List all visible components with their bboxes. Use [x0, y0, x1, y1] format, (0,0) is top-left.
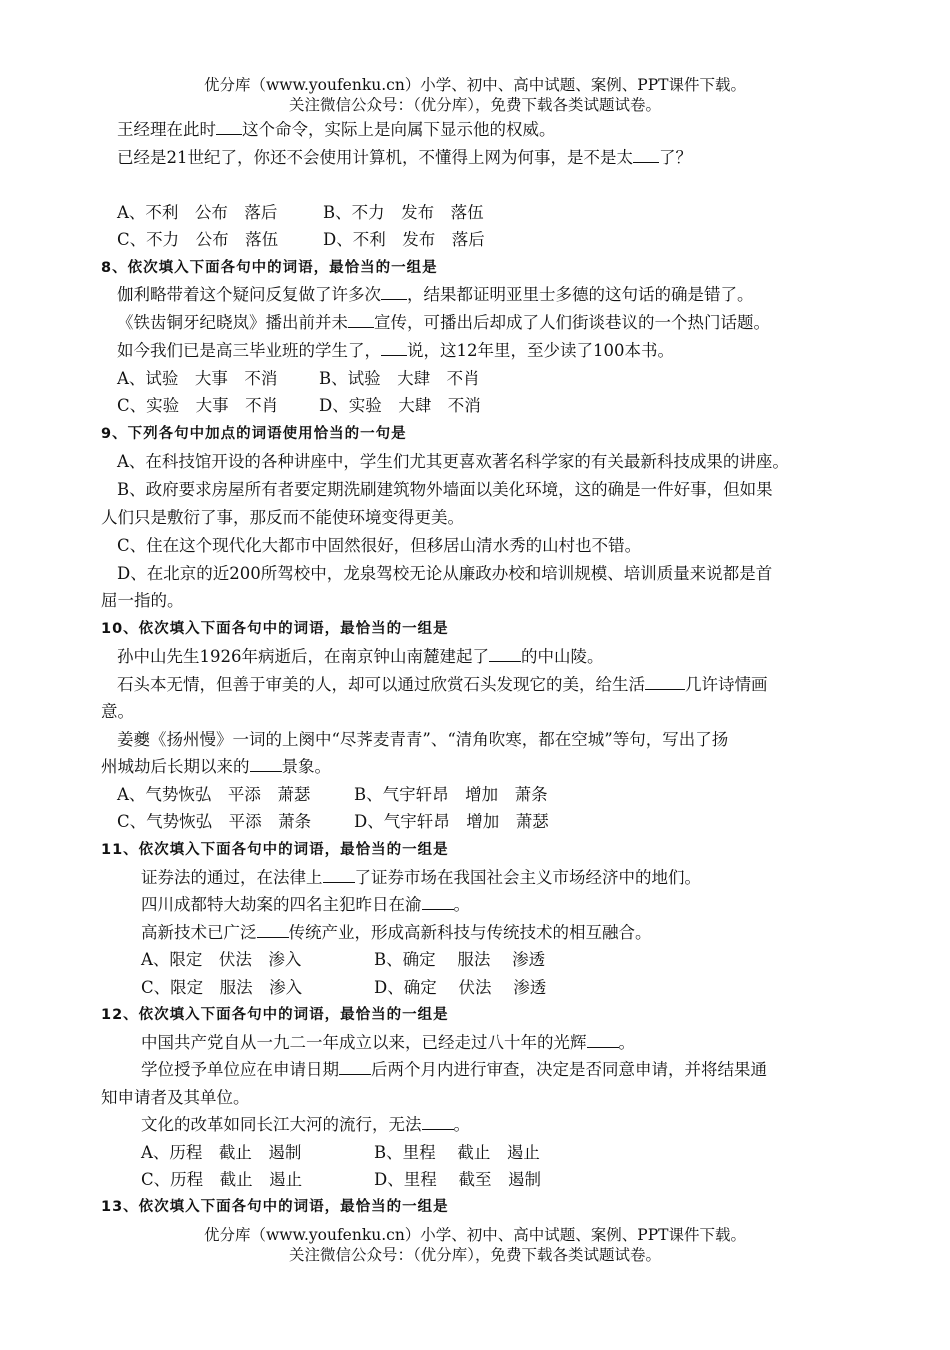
q7-option-d: D、不利 发布 落后	[323, 230, 485, 249]
q8-options-row-1	[117, 367, 480, 391]
q7-option-b: B、不力 发布 落伍	[323, 203, 484, 222]
q10-sentence-3: 姜夔《扬州慢》一词的上阕中“尽荠麦青青”、“清角吹寒，都在空城”等句，写出了扬	[117, 730, 729, 749]
q11-option-c: C、限定 服法 渗入	[141, 978, 303, 997]
blank	[339, 1060, 371, 1075]
q11-option-b: B、确定 服法 渗透	[374, 950, 546, 969]
q11-option-a: A、限定 伏法 渗入	[141, 950, 302, 969]
footer-line-1: 优分库（www.youfenku.cn）小学、初中、高中试题、案例、PPT课件下载。	[203, 1226, 747, 1244]
q9-option-a: A、在科技馆开设的各种讲座中，学生们尤其更喜欢著名科学家的有关最新科技成果的讲座。	[117, 452, 789, 471]
blank	[323, 868, 355, 883]
q7-options-row-2	[117, 228, 485, 252]
q8-option-d: D、实验 大肆 不消	[319, 396, 481, 415]
q11-title: 11、依次填入下面各句中的词语，最恰当的一组是	[101, 842, 449, 858]
q12-option-a: A、历程 截止 遏制	[141, 1143, 302, 1162]
q9-option-b-line-2: 人们只是敷衍了事，那反而不能使环境变得更美。	[101, 508, 464, 527]
q12-sentence-2: 学位授予单位应在申请日期 后两个月内进行审查，决定是否同意申请，并将结果通	[141, 1060, 767, 1079]
q12-sentence-3: 文化的改革如同长江大河的流行，无法 。	[141, 1115, 470, 1134]
q8-option-a: A、试验 大事 不消	[117, 369, 278, 388]
blank	[257, 923, 289, 938]
q12-title: 12、依次填入下面各句中的词语，最恰当的一组是	[101, 1007, 449, 1023]
q12-sentence-1: 中国共产党自从一九二一年成立以来，已经走过八十年的光辉 。	[141, 1033, 635, 1052]
q9-option-d-line-1: D、在北京的近200所驾校中，龙泉驾校无论从廉政办校和培训规模、培训质量来说都是首	[117, 564, 773, 583]
blank	[633, 148, 659, 163]
q8-sentence-3: 如今我们已是高三毕业班的学生了， 说，这12年里，至少读了100本书。	[117, 341, 674, 360]
blank	[381, 341, 407, 356]
q12-option-d: D、里程 截至 遏制	[374, 1170, 541, 1189]
header-line-2: 关注微信公众号：（优分库），免费下载各类试题试卷。	[288, 96, 661, 114]
q9-title: 9、下列各句中加点的词语使用恰当的一句是	[101, 426, 407, 442]
q8-options-row-2	[117, 394, 481, 418]
q11-options-row-1	[141, 948, 545, 972]
q9-option-d-line-2: 屈一指的。	[101, 591, 184, 610]
q8-sentence-1: 伽利略带着这个疑问反复做了许多次 ，结果都证明亚里士多德的这句话的确是错了。	[117, 285, 754, 304]
q11-option-d: D、确定 伏法 渗透	[374, 978, 547, 997]
q7-sentence-3: 已经是21世纪了，你还不会使用计算机，不懂得上网为何事，是不是太 了？	[117, 148, 692, 167]
q11-sentence-3: 高新技术已广泛 传统产业，形成高新科技与传统技术的相互融合。	[141, 923, 652, 942]
q10-sentence-2: 石头本无情，但善于审美的人，却可以通过欣赏石头发现它的美，给生活 几许诗情画	[117, 675, 768, 694]
q10-option-d: D、气宇轩昂 增加 萧瑟	[354, 812, 549, 831]
q7-option-c: C、不力 公布 落伍	[117, 230, 279, 249]
blank	[216, 120, 242, 135]
q10-option-a: A、气势恢弘 平添 萧瑟	[117, 785, 311, 804]
q10-options-row-2	[117, 810, 549, 834]
blank	[381, 285, 407, 300]
q9-option-b-line-1: B、政府要求房屋所有者要定期洗刷建筑物外墙面以美化环境，这的确是一件好事，但如果	[117, 480, 773, 499]
q12-options-row-1	[141, 1141, 540, 1165]
q9-option-c: C、住在这个现代化大都市中固然很好，但移居山清水秀的山村也不错。	[117, 536, 642, 555]
blank	[348, 313, 374, 328]
blank	[422, 1115, 454, 1130]
q12-option-c: C、历程 截止 遏止	[141, 1170, 303, 1189]
footer-line-2: 关注微信公众号：（优分库），免费下载各类试题试卷。	[288, 1246, 661, 1264]
blank	[645, 675, 685, 690]
blank	[587, 1033, 619, 1048]
header-line-1: 优分库（www.youfenku.cn）小学、初中、高中试题、案例、PPT课件下载。	[203, 76, 747, 94]
q13-title: 13、依次填入下面各句中的词语，最恰当的一组是	[101, 1199, 449, 1215]
q10-options-row-1	[117, 783, 548, 807]
q7-option-a: A、不利 公布 落后	[117, 203, 278, 222]
q7-sentence-2: 王经理在此时 这个命令，实际上是向属下显示他的权威。	[117, 120, 556, 139]
q12-sentence-2-cont: 知申请者及其单位。	[101, 1088, 250, 1107]
q10-option-b: B、气宇轩昂 增加 萧条	[354, 785, 548, 804]
blank	[422, 895, 454, 910]
q8-option-c: C、实验 大事 不肖	[117, 396, 279, 415]
q11-sentence-2: 四川成都特大劫案的四名主犯昨日在渝 。	[141, 895, 470, 914]
blank	[250, 757, 282, 772]
q12-options-row-2	[141, 1168, 541, 1192]
q8-sentence-2: 《铁齿铜牙纪晓岚》播出前并未 宣传，可播出后却成了人们街谈巷议的一个热门话题。	[117, 313, 770, 332]
q10-sentence-2-cont: 意。	[101, 702, 134, 721]
blank	[489, 647, 521, 662]
q12-option-b: B、里程 截止 遏止	[374, 1143, 540, 1162]
q10-sentence-1: 孙中山先生1926年病逝后，在南京钟山南麓建起了 的中山陵。	[117, 647, 604, 666]
q7-options-row-1	[117, 201, 484, 225]
q10-sentence-3-cont: 州城劫后长期以来的 景象。	[101, 757, 331, 776]
q8-title: 8、依次填入下面各句中的词语，最恰当的一组是	[101, 260, 438, 276]
q11-sentence-1: 证券法的通过，在法律上 了证券市场在我国社会主义市场经济中的地们。	[141, 868, 701, 887]
q10-option-c: C、气势恢弘 平添 萧条	[117, 812, 312, 831]
q11-options-row-2	[141, 976, 546, 1000]
q10-title: 10、依次填入下面各句中的词语，最恰当的一组是	[101, 621, 449, 637]
q8-option-b: B、试验 大肆 不肖	[319, 369, 480, 388]
